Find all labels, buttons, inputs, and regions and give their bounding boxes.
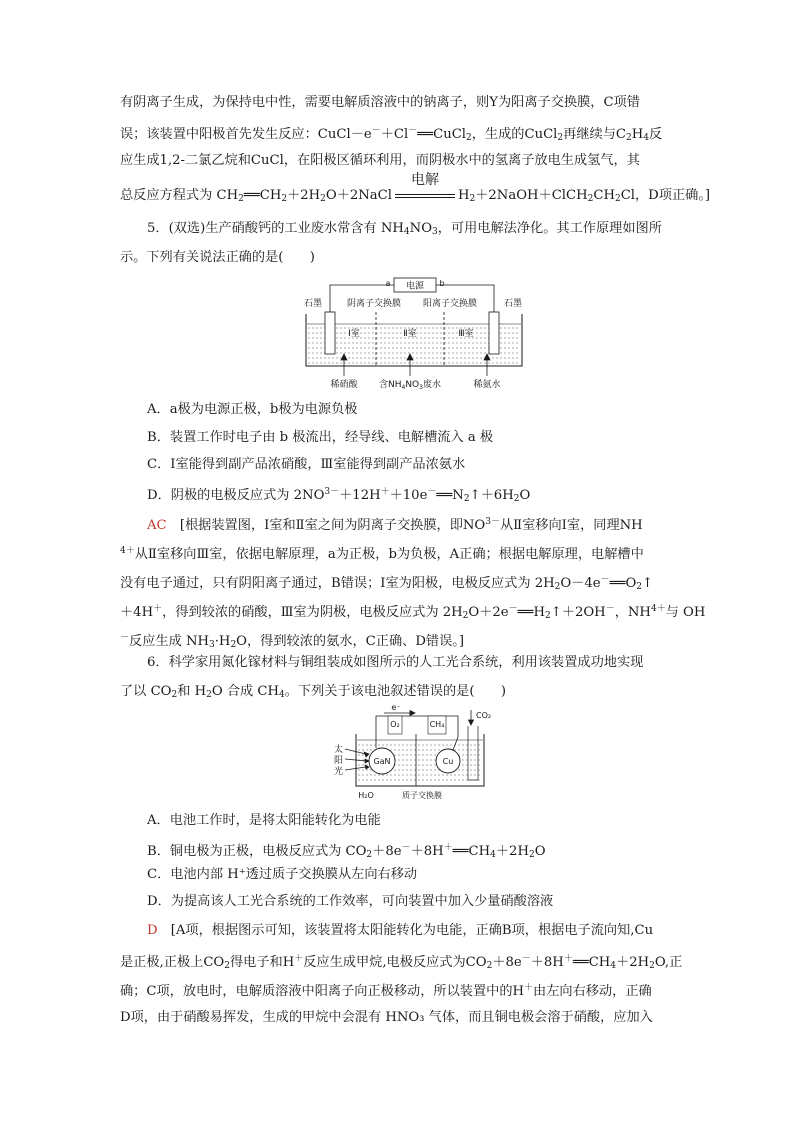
inlet-dilute-ammonia: 稀氨水 [473,380,501,390]
pole-b-label: b [439,279,445,288]
question-stem: 6．科学家用氮化镓材料与铜组装成如图所示的人工光合系统，利用该装置成功地实现 [147,655,644,670]
text-line: AC [根据装置图，Ⅰ室和Ⅱ室之间为阴离子交换膜，即$NO^{3-}$从Ⅱ室移向Ⅰ室，同理NH [147,517,643,533]
water-label: H₂O [358,791,374,800]
question-stem: 了以 $CO_2$和 $H_2O$ 合成 $CH_4$。下列关于该电池叙述错误的是( ) [120,684,507,700]
text-line: 是正极,正极上$CO_2$得电子和H＋反应生成甲烷,电极反应式为$CO_2+8e^-+8H^+══CH_4+2H_2O$,正 [120,954,683,971]
option-5b: B．装置工作时电子由 b 极流出，经导线、电解槽流入 a 极 [147,430,494,445]
sunlight-label-1: 太 [334,745,344,755]
option-6c: C．电池内部 H⁺透过质子交换膜从左向右移动 [147,867,418,882]
option-5d: D．阴极的电极反应式为 $2NO^{3-}+12H^++10e^-══N_2↑+6H_2O$ [147,487,531,504]
answer-6-explanation [120,916,683,1032]
question-stem: 示。下列有关说法正确的是( ) [120,250,315,265]
gan-label: GaN [373,757,391,766]
text-line: D [A项，根据图示可知，该装置将太阳能转化为电能，正确B项，根据电子流向知,Cu [147,923,654,938]
option-6b: B．铜电极为正极，电极反应式为 $CO_2+8e^-+8H^+══CH_4+2H_2O$ [147,843,546,860]
text-line: $^{4+}$从Ⅱ室移向Ⅲ室，依据电解原理，a为正极，b为负极，A正确；根据电解原理，电解槽中 [120,546,644,562]
answer-5: AC [147,518,167,533]
text-line: 有阴离子生成，为保持电中性，需要电解质溶液中的钠离子，则Y为阳离子交换膜，C项错 [120,95,640,110]
text-line: 误；该装置中阳极首先发生反应：CuCl－e－＋Cl－══CuCl$_2$，生成的CuCl$_2$再继续与$C_2H_4$反 [120,126,663,143]
explanation-continued [120,88,711,210]
graphite-electrode-left [325,312,335,354]
electrolysis-condition: 电解 [392,181,458,210]
artificial-photosynthesis-diagram [330,702,510,802]
text-line: 确；C项，放电时，电解质溶液中阳离子向正极移动，所以装置中的H＋由左向右移动，正确 [120,983,652,999]
inlet-dilute-nitric-acid: 稀硝酸 [330,380,358,390]
cation-membrane-label: 阳离子交换膜 [422,299,478,309]
graphite-right-label: 石墨 [504,299,523,309]
room-2-label: Ⅱ室 [403,329,417,339]
text-line: ＋4H＋，得到较浓的硝酸，Ⅲ室为阴极，电极反应式为 $2H_2O+2e^-══H_2↑+2OH^-$，$NH^{4+}$与 OH [120,604,706,621]
methane-label: CH₄ [429,720,445,729]
anion-membrane-label: 阴离子交换膜 [346,299,402,309]
text-line: －反应生成 $NH_3\cdot H_2O$，得到较浓的氨水，C正确、D错误。] [120,633,465,650]
power-label: 电源 [405,281,425,292]
option-5c: C．Ⅰ室能得到副产品浓硝酸，Ⅲ室能得到副产品浓氨水 [147,457,466,472]
text-line: 总反应方程式为 $CH_2══CH_2+2H_2O+2NaCl$ 电解 $H_2+2NaOH+ClCH_2CH_2Cl$，D项正确。] [120,181,680,210]
cu-label: Cu [442,757,454,766]
sunlight-label-3: 光 [334,767,344,777]
question-stem: 5．(双选)生产硝酸钙的工业废水常含有 $NH_4NO_3$，可用电解法净化。其工作原理如图所 [147,221,662,237]
electrolysis-cell-diagram [300,276,530,394]
sunlight-label-2: 阳 [334,756,344,766]
option-6a: A．电池工作时，是将太阳能转化为电能 [147,813,381,828]
option-6d: D．为提高该人工光合系统的工作效率，可向装置中加入少量硝酸溶液 [147,894,554,909]
answer-6: D [147,923,158,938]
text-line: 没有电子通过，只有阴阳离子通过，B错误；Ⅰ室为阳极，电极反应式为 $2H_2O-4e^-══O_2↑$ [120,575,654,592]
text-line: D项，由于硝酸易挥发，生成的甲烷中会混有 HNO₃ 气体，而且铜电极会溶于硝酸，应加入 [120,1010,653,1025]
graphite-electrode-right [489,312,499,354]
pole-a-label: a [385,279,391,288]
answer-5-explanation [120,508,706,653]
room-3-label: Ⅲ室 [458,329,474,339]
question-6 [120,648,680,706]
co2-label: CO₂ [476,711,492,720]
question-5 [120,214,680,272]
room-1-label: Ⅰ室 [348,329,360,339]
membrane-label: 质子交换膜 [402,791,442,800]
text-line: 应生成1,2-二氯乙烷和CuCl，在阳极区循环利用，而阴极水中的氢离子放电生成氢气，其 [120,153,640,168]
graphite-left-label: 石墨 [304,299,323,309]
oxygen-label: O₂ [390,720,400,729]
option-5a: A．a极为电源正极，b极为电源负极 [147,402,358,417]
electron-label: e⁻ [391,703,401,712]
inlet-wastewater: 含$NH_4NO_3$废水 [378,380,442,391]
